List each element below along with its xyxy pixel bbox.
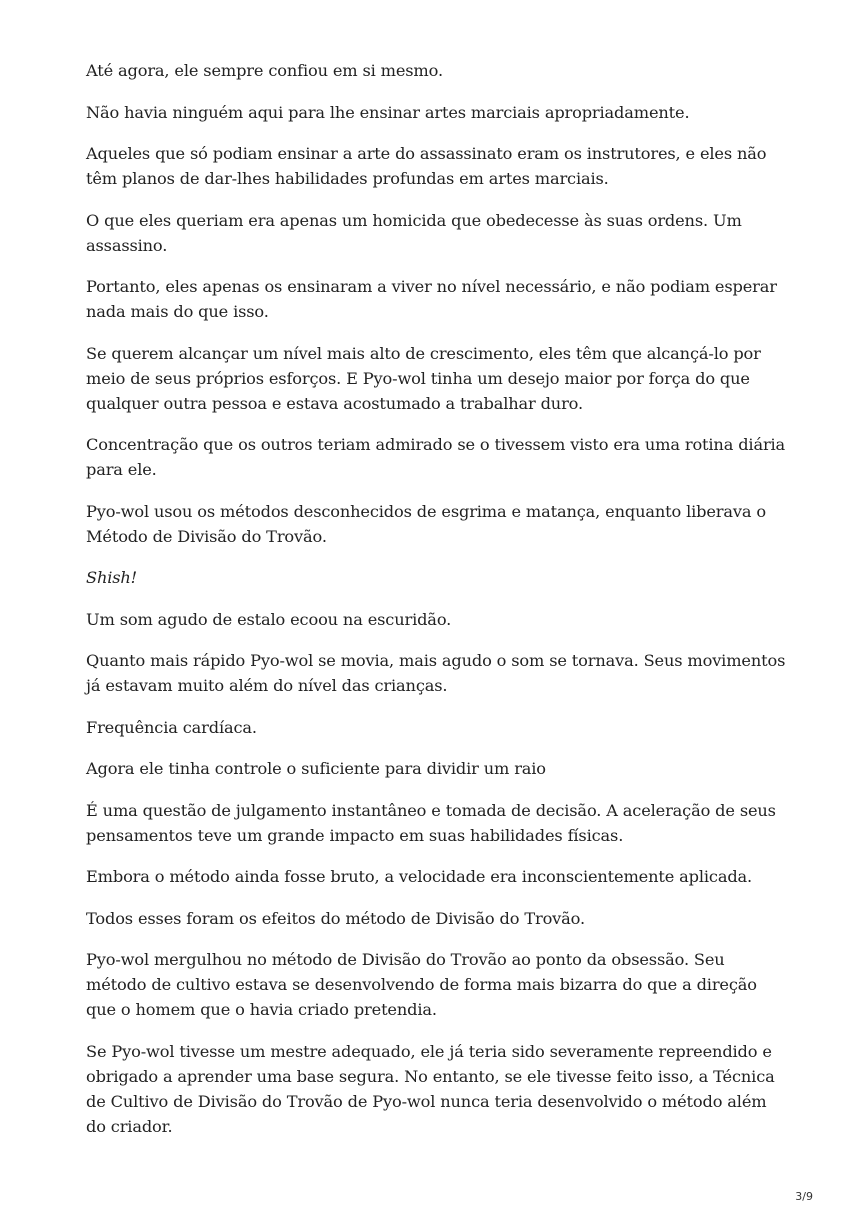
paragraph: Pyo-wol usou os métodos desconhecidos de esgrima e matança, enquanto liberava o Método de Divisão do Trovão. bbox=[86, 501, 766, 546]
paragraph: Aqueles que só podiam ensinar a arte do assassinato eram os instrutores, e eles não têm planos de dar-lhes habilidades profundas em artes marciais. bbox=[86, 144, 767, 188]
paragraph: Portanto, eles apenas os ensinaram a viver no nível necessário, e não podiam esperar nada mais do que isso. bbox=[86, 277, 777, 321]
paragraph: Concentração que os outros teriam admirado se o tivessem visto era uma rotina diária para ele. bbox=[86, 435, 786, 479]
paragraph: Embora o método ainda fosse bruto, a velocidade era inconscientemente aplicada. bbox=[86, 867, 753, 886]
paragraph: Todos esses foram os efeitos do método de Divisão do Trovão. bbox=[86, 908, 585, 928]
paragraph: Quanto mais rápido Pyo-wol se movia, mais agudo o som se tornava. Seus movimentos já estavam muito além do nível das crianças. bbox=[86, 651, 786, 695]
paragraph: Frequência cardíaca. bbox=[86, 717, 257, 737]
paragraph: Se Pyo-wol tivesse um mestre adequado, ele já teria sido severamente repreendido e obrigado a aprender uma base segura. No entanto, se ele tivesse feito isso, a Técnica de Cultivo de Divisão do Trovão de Pyo-wol nunca teria desenvolvido o método além do criador. bbox=[86, 1041, 775, 1136]
paragraph: Agora ele tinha controle o suficiente para dividir um raio bbox=[86, 759, 546, 778]
paragraph: O que eles queriam era apenas um homicida que obedecesse às suas ordens. Um assassino. bbox=[86, 210, 742, 255]
paragraph: Até agora, ele sempre confiou em si mesmo. bbox=[86, 61, 443, 80]
paragraph: Um som agudo de estalo ecoou na escuridão. bbox=[86, 609, 452, 629]
page-number: 3/9 bbox=[795, 1190, 813, 1203]
document-body bbox=[86, 58, 786, 1155]
paragraph: Se querem alcançar um nível mais alto de crescimento, eles têm que alcançá-lo por meio de seus próprios esforços. E Pyo-wol tinha um desejo maior por força do que qualquer outra pessoa e estava acostumado a trabalhar duro. bbox=[86, 343, 761, 413]
paragraph: É uma questão de julgamento instantâneo e tomada de decisão. A aceleração de seus pensamentos teve um grande impacto em suas habilidades físicas. bbox=[86, 800, 776, 845]
sound-effect-paragraph: Shish! bbox=[86, 568, 138, 587]
paragraph: Não havia ninguém aqui para lhe ensinar artes marciais apropriadamente. bbox=[86, 102, 690, 122]
paragraph: Pyo-wol mergulhou no método de Divisão do Trovão ao ponto da obsessão. Seu método de cultivo estava se desenvolvendo de forma mais bizarra do que a direção que o homem que o havia criado pretendia. bbox=[86, 950, 757, 1019]
